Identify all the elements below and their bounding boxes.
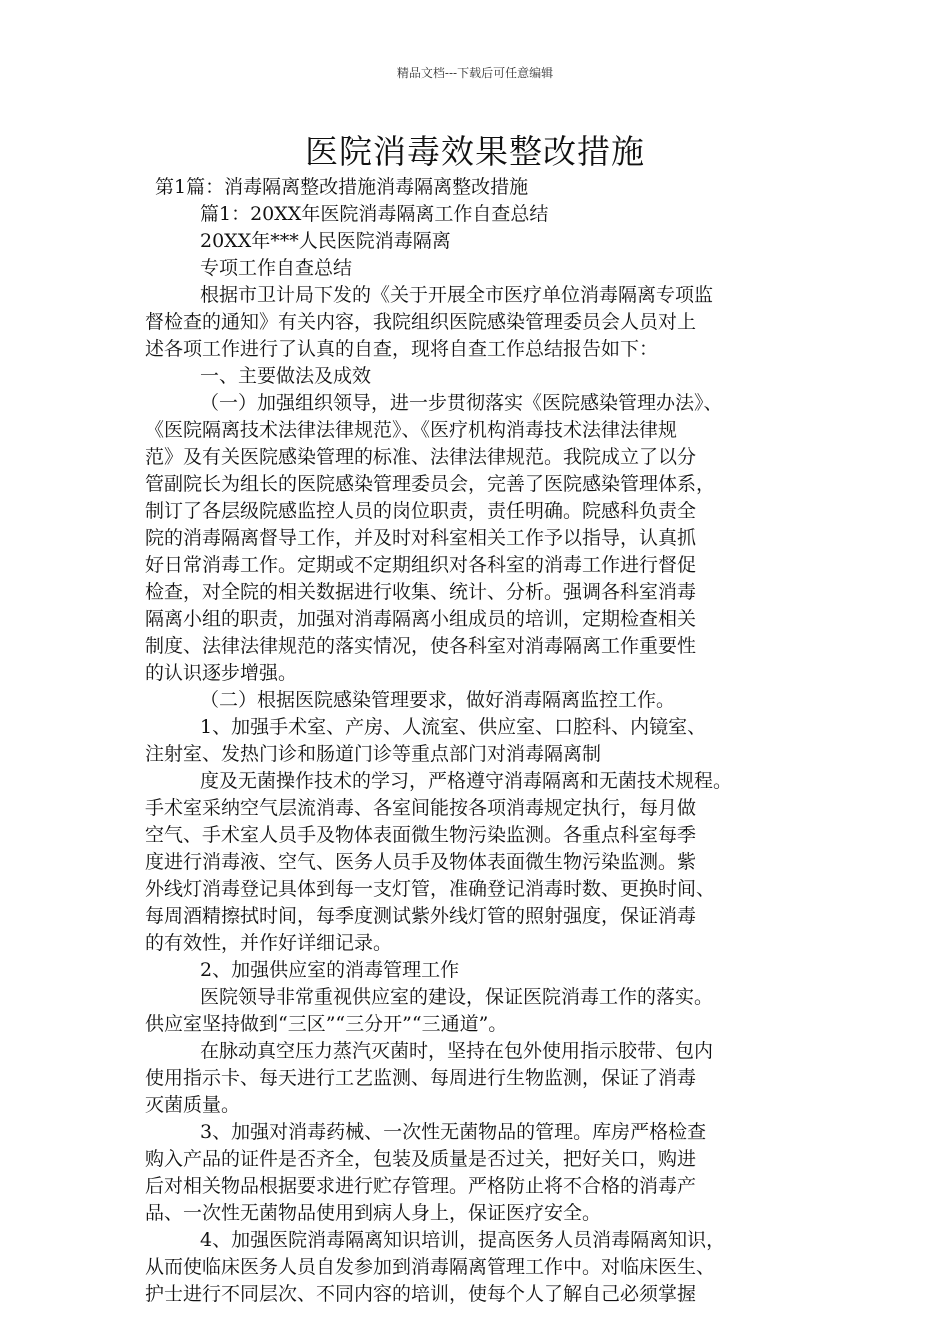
text-line: 的认识逐步增强。: [145, 662, 298, 684]
text-line: 专项工作自查总结: [200, 257, 353, 279]
text-line: 空气、手术室人员手及物体表面微生物污染监测。各重点科室每季: [145, 824, 697, 846]
text-line: 一、主要做法及成效: [200, 365, 372, 387]
text-line: 《医院隔离技术法律法律规范》、《医疗机构消毒技术法律法律规: [145, 419, 678, 441]
text-line: 购入产品的证件是否齐全，包装及质量是否过关，把好关口，购进: [145, 1148, 697, 1170]
text-line: 在脉动真空压力蒸汽灭菌时，坚持在包外使用指示胶带、包内: [200, 1040, 714, 1062]
text-line: 度进行消毒液、空气、医务人员手及物体表面微生物污染监测。紫: [145, 851, 697, 873]
text-line: 检查，对全院的相关数据进行收集、统计、分析。强调各科室消毒: [145, 581, 697, 603]
text-line: 后对相关物品根据要求进行贮存管理。严格防止将不合格的消毒产: [145, 1175, 697, 1197]
text-line: 制订了各层级院感监控人员的岗位职责，责任明确。院感科负责全: [145, 500, 697, 522]
text-line: 医院领导非常重视供应室的建设，保证医院消毒工作的落实。: [200, 986, 714, 1008]
text-line: 述各项工作进行了认真的自查，现将自查工作总结报告如下：: [145, 338, 659, 360]
text-line: 院的消毒隔离督导工作，并及时对科室相关工作予以指导，认真抓: [145, 527, 697, 549]
text-line: 的有效性，并作好详细记录。: [145, 932, 393, 954]
document-title: 医院消毒效果整改措施: [305, 132, 645, 171]
text-line: 注射室、发热门诊和肠道门诊等重点部门对消毒隔离制: [145, 743, 602, 765]
text-line: 隔离小组的职责，加强对消毒隔离小组成员的培训，定期检查相关: [145, 608, 697, 630]
text-line: 第1篇：消毒隔离整改措施消毒隔离整改措施: [155, 176, 529, 198]
text-line: 护士进行不同层次、不同内容的培训，使每个人了解自己必须掌握: [145, 1283, 697, 1305]
text-line: 篇1：20XX年医院消毒隔离工作自查总结: [200, 203, 549, 225]
text-line: 每周酒精擦拭时间，每季度测试紫外线灯管的照射强度，保证消毒: [145, 905, 697, 927]
text-line: 管副院长为组长的医院感染管理委员会，完善了医院感染管理体系，: [145, 473, 716, 495]
text-line: （一）加强组织领导，进一步贯彻落实《医院感染管理办法》、: [200, 392, 723, 414]
document-body: [145, 174, 815, 1308]
page-header: 精品文档---下载后可任意编辑: [396, 66, 554, 80]
text-line: 根据市卫计局下发的《关于开展全市医疗单位消毒隔离专项监: [200, 284, 714, 306]
text-line: 从而使临床医务人员自发参加到消毒隔离管理工作中。对临床医生、: [145, 1256, 716, 1278]
text-line: 供应室坚持做到“三区”“三分开”“三通道”。: [145, 1013, 508, 1035]
text-line: 督检查的通知》有关内容，我院组织医院感染管理委员会人员对上: [145, 311, 697, 333]
text-line: 品、一次性无菌物品使用到病人身上，保证医疗安全。: [145, 1202, 602, 1224]
text-line: 范》及有关医院感染管理的标准、法律法律规范。我院成立了以分: [145, 446, 697, 468]
text-line: 制度、法律法律规范的落实情况，使各科室对消毒隔离工作重要性: [145, 635, 697, 657]
text-line: 4、加强医院消毒隔离知识培训，提高医务人员消毒隔离知识，: [200, 1229, 726, 1251]
text-line: 好日常消毒工作。定期或不定期组织对各科室的消毒工作进行督促: [145, 554, 697, 576]
text-line: 3、加强对消毒药械、一次性无菌物品的管理。库房严格检查: [200, 1121, 707, 1143]
text-line: 1、加强手术室、产房、人流室、供应室、口腔科、内镜室、: [200, 716, 707, 738]
text-line: 20XX年***人民医院消毒隔离: [200, 230, 451, 252]
text-line: 外线灯消毒登记具体到每一支灯管，准确登记消毒时数、更换时间、: [145, 878, 716, 900]
text-line: （二）根据医院感染管理要求，做好消毒隔离监控工作。: [200, 689, 676, 711]
text-line: 手术室采纳空气层流消毒、各室间能按各项消毒规定执行，每月做: [145, 797, 697, 819]
text-line: 使用指示卡、每天进行工艺监测、每周进行生物监测，保证了消毒: [145, 1067, 697, 1089]
text-line: 灭菌质量。: [145, 1094, 241, 1116]
text-line: 度及无菌操作技术的学习，严格遵守消毒隔离和无菌技术规程。: [200, 770, 733, 792]
text-line: 2、加强供应室的消毒管理工作: [200, 959, 460, 981]
